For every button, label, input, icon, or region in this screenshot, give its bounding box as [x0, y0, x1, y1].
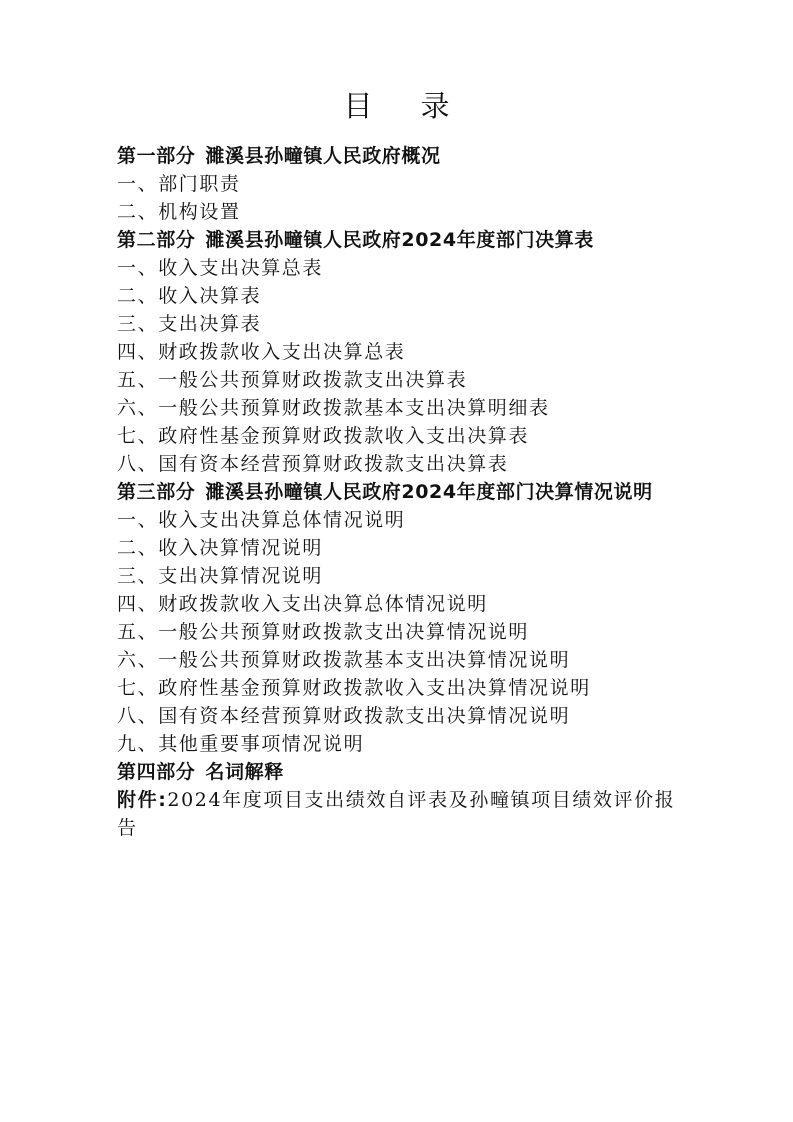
toc-item[interactable]: 五、一般公共预算财政拨款支出决算表 [117, 369, 468, 391]
toc-item[interactable]: 二、收入决算情况说明 [117, 537, 324, 559]
toc-item[interactable]: 八、国有资本经营预算财政拨款支出决算表 [117, 453, 509, 475]
toc-attachment[interactable] [117, 786, 677, 842]
part-number: 第二部分 [117, 229, 196, 251]
part-number: 第一部分 [117, 145, 196, 167]
toc-item[interactable]: 五、一般公共预算财政拨款支出决算情况说明 [117, 621, 530, 643]
title-char-1: 目 [343, 89, 373, 123]
part-title: 濉溪县孙疃镇人民政府2024年度部门决算表 [205, 229, 594, 251]
page-title [0, 86, 793, 126]
toc-item[interactable]: 三、支出决算表 [117, 313, 262, 335]
toc-item[interactable]: 八、国有资本经营预算财政拨款支出决算情况说明 [117, 705, 571, 727]
part-number: 第三部分 [117, 481, 196, 503]
attachment-label: 附件: [117, 789, 168, 811]
toc-part-3-heading[interactable] [117, 478, 687, 506]
toc-item[interactable]: 一、收入支出决算总表 [117, 257, 324, 279]
part-title: 名词解释 [205, 761, 284, 783]
attachment-text: 2024年度项目支出绩效自评表及孙疃镇项目绩效评价报告 [117, 789, 676, 839]
toc-item[interactable]: 七、政府性基金预算财政拨款收入支出决算情况说明 [117, 677, 591, 699]
toc-part-2-heading[interactable] [117, 226, 687, 254]
toc-item[interactable]: 四、财政拨款收入支出决算总体情况说明 [117, 593, 488, 615]
toc-item[interactable]: 六、一般公共预算财政拨款基本支出决算情况说明 [117, 649, 571, 671]
toc-item[interactable]: 二、收入决算表 [117, 285, 262, 307]
toc-item[interactable]: 九、其他重要事项情况说明 [117, 733, 365, 755]
title-char-2: 录 [420, 89, 450, 123]
toc-item[interactable]: 一、收入支出决算总体情况说明 [117, 509, 406, 531]
toc-item[interactable]: 二、机构设置 [117, 201, 241, 223]
toc-item[interactable]: 六、一般公共预算财政拨款基本支出决算明细表 [117, 397, 550, 419]
toc-item[interactable]: 三、支出决算情况说明 [117, 565, 324, 587]
toc-item[interactable]: 七、政府性基金预算财政拨款收入支出决算表 [117, 425, 530, 447]
part-title: 濉溪县孙疃镇人民政府概况 [205, 145, 441, 167]
table-of-contents [117, 142, 687, 842]
toc-part-1-heading[interactable] [117, 142, 687, 170]
part-title: 濉溪县孙疃镇人民政府2024年度部门决算情况说明 [205, 481, 653, 503]
toc-item[interactable]: 一、部门职责 [117, 173, 241, 195]
toc-part-4-heading[interactable] [117, 758, 687, 786]
toc-item[interactable]: 四、财政拨款收入支出决算总表 [117, 341, 406, 363]
part-number: 第四部分 [117, 761, 196, 783]
